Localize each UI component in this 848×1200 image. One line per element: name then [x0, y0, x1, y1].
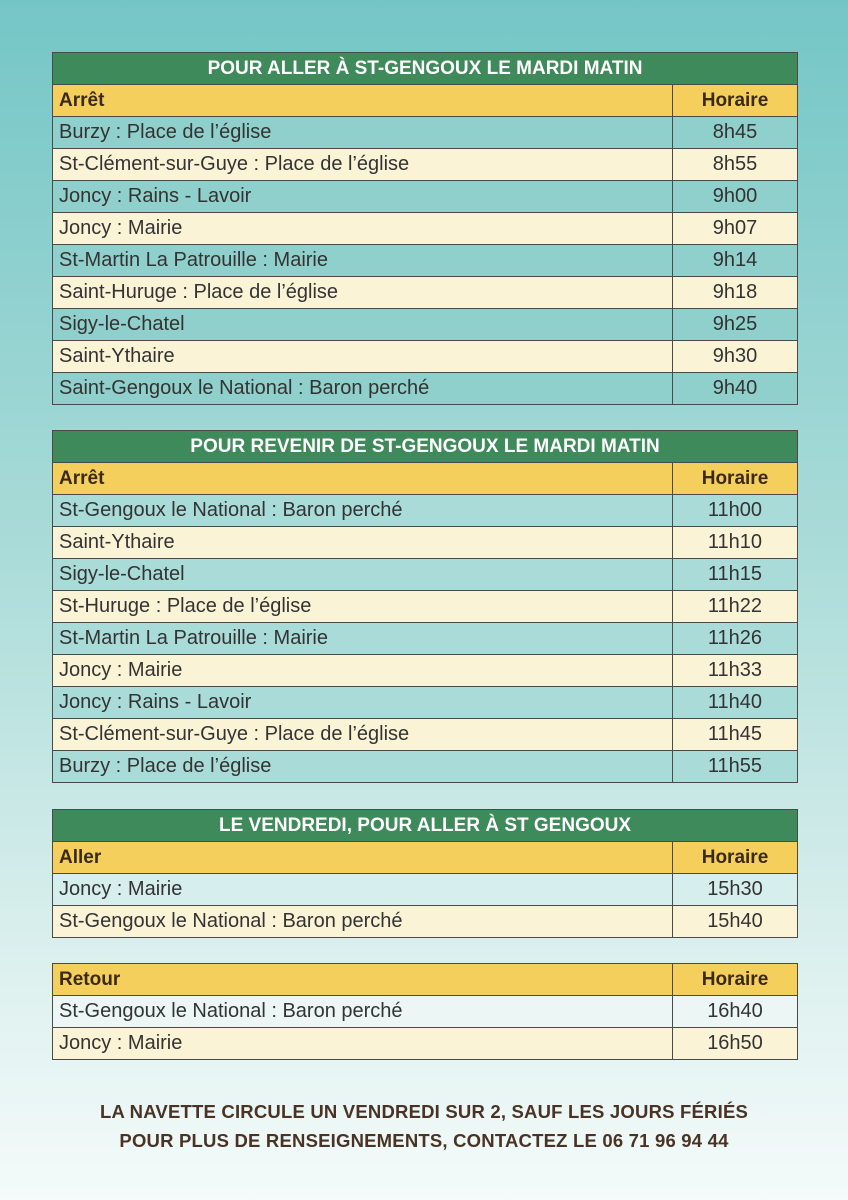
table-row — [53, 117, 798, 149]
column-header-stop: Aller — [53, 842, 673, 874]
schedule-table-tuesday-return — [52, 430, 798, 783]
stop-name: St-Gengoux le National : Baron perché — [53, 996, 673, 1028]
stop-name: Joncy : Mairie — [53, 874, 673, 906]
stop-time: 11h26 — [673, 623, 798, 655]
table-row — [53, 1028, 798, 1060]
stop-time: 11h22 — [673, 591, 798, 623]
stop-time: 11h45 — [673, 719, 798, 751]
table-row — [53, 874, 798, 906]
stop-time: 16h40 — [673, 996, 798, 1028]
footer-line-frequency: LA NAVETTE CIRCULE UN VENDREDI SUR 2, SAUF LES JOURS FÉRIÉS — [99, 1101, 749, 1122]
stop-name: Saint-Ythaire — [53, 527, 673, 559]
table-title: LE VENDREDI, POUR ALLER À ST GENGOUX — [53, 810, 798, 842]
column-header-time: Horaire — [673, 85, 798, 117]
stop-time: 8h55 — [673, 149, 798, 181]
stop-name: Sigy-le-Chatel — [53, 309, 673, 341]
stop-time: 8h45 — [673, 117, 798, 149]
stop-name: Saint-Ythaire — [53, 341, 673, 373]
stop-time: 15h40 — [673, 906, 798, 938]
stop-time: 9h18 — [673, 277, 798, 309]
table-row — [53, 213, 798, 245]
table-row — [53, 655, 798, 687]
column-header-stop: Retour — [53, 964, 673, 996]
stop-name: Sigy-le-Chatel — [53, 559, 673, 591]
stop-name: Burzy : Place de l’église — [53, 751, 673, 783]
column-header-time: Horaire — [673, 964, 798, 996]
stop-name: Burzy : Place de l’église — [53, 117, 673, 149]
table-row — [53, 181, 798, 213]
stop-name: St-Gengoux le National : Baron perché — [53, 906, 673, 938]
stop-time: 15h30 — [673, 874, 798, 906]
stop-name: St-Martin La Patrouille : Mairie — [53, 245, 673, 277]
table-row — [53, 751, 798, 783]
stop-name: St-Martin La Patrouille : Mairie — [53, 623, 673, 655]
stop-name: St-Clément-sur-Guye : Place de l’église — [53, 719, 673, 751]
column-header-stop: Arrêt — [53, 463, 673, 495]
table-row — [53, 996, 798, 1028]
table-title: POUR ALLER À ST-GENGOUX LE MARDI MATIN — [53, 53, 798, 85]
stop-name: Joncy : Mairie — [53, 655, 673, 687]
table-row — [53, 527, 798, 559]
schedule-table-tuesday-outbound — [52, 52, 798, 405]
column-header-time: Horaire — [673, 463, 798, 495]
column-header-time: Horaire — [673, 842, 798, 874]
stop-name: Joncy : Mairie — [53, 1028, 673, 1060]
stop-time: 9h40 — [673, 373, 798, 405]
stop-time: 11h10 — [673, 527, 798, 559]
stop-time: 9h25 — [673, 309, 798, 341]
table-row — [53, 591, 798, 623]
stop-name: St-Huruge : Place de l’église — [53, 591, 673, 623]
stop-time: 16h50 — [673, 1028, 798, 1060]
table-row — [53, 559, 798, 591]
stop-name: Joncy : Rains - Lavoir — [53, 181, 673, 213]
schedule-table-friday-outbound — [52, 809, 798, 938]
stop-time: 9h07 — [673, 213, 798, 245]
stop-name: Joncy : Mairie — [53, 213, 673, 245]
table-row — [53, 906, 798, 938]
stop-name: St-Gengoux le National : Baron perché — [53, 495, 673, 527]
stop-time: 11h40 — [673, 687, 798, 719]
stop-time: 9h30 — [673, 341, 798, 373]
table-row — [53, 341, 798, 373]
stop-name: Saint-Gengoux le National : Baron perché — [53, 373, 673, 405]
table-row — [53, 623, 798, 655]
stop-time: 11h15 — [673, 559, 798, 591]
table-row — [53, 719, 798, 751]
table-row — [53, 495, 798, 527]
stop-time: 9h00 — [673, 181, 798, 213]
column-header-stop: Arrêt — [53, 85, 673, 117]
stop-time: 11h00 — [673, 495, 798, 527]
table-title: POUR REVENIR DE ST-GENGOUX LE MARDI MATIN — [53, 431, 798, 463]
table-row — [53, 149, 798, 181]
table-row — [53, 687, 798, 719]
stop-name: Saint-Huruge : Place de l’église — [53, 277, 673, 309]
stop-name: Joncy : Rains - Lavoir — [53, 687, 673, 719]
stop-time: 9h14 — [673, 245, 798, 277]
footer-line-contact: POUR PLUS DE RENSEIGNEMENTS, CONTACTEZ LE 06 71 96 94 44 — [119, 1130, 729, 1151]
schedule-table-friday-return — [52, 963, 798, 1060]
stop-name: St-Clément-sur-Guye : Place de l’église — [53, 149, 673, 181]
footer-notice — [0, 1097, 848, 1155]
table-row — [53, 277, 798, 309]
table-row — [53, 309, 798, 341]
table-row — [53, 245, 798, 277]
stop-time: 11h33 — [673, 655, 798, 687]
stop-time: 11h55 — [673, 751, 798, 783]
table-row — [53, 373, 798, 405]
